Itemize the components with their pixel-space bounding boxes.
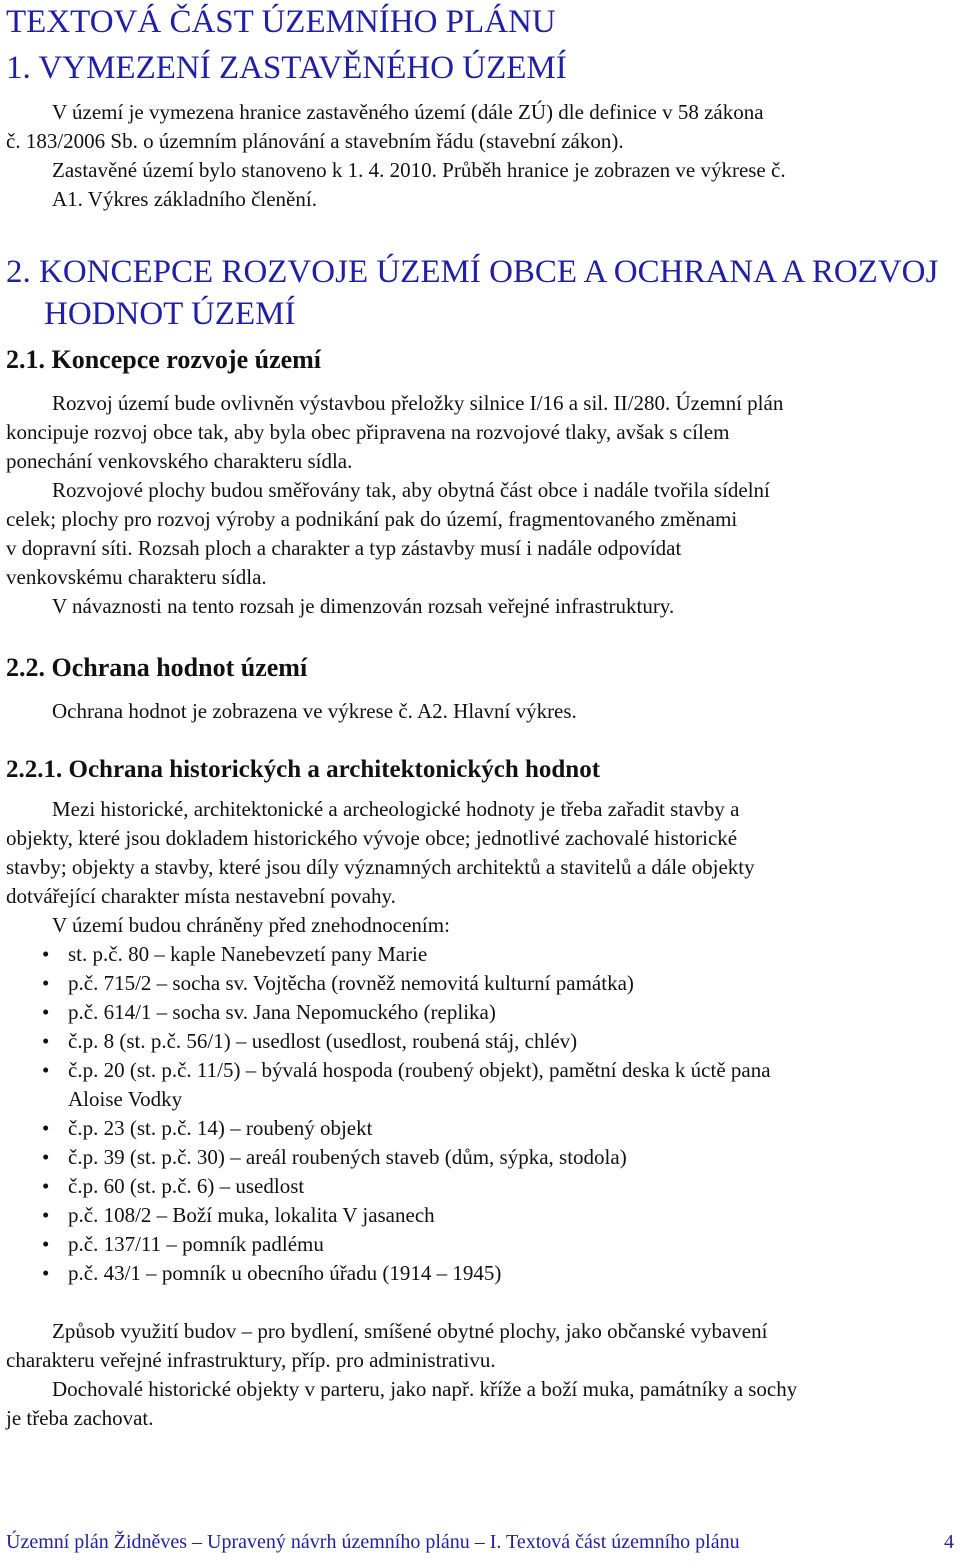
list-item-text: č.p. 8 (st. p.č. 56/1) – usedlost (usedlost, roubená stáj, chlév) — [68, 1029, 578, 1053]
subsection-2-2-1-body — [6, 795, 755, 940]
text-line: je třeba zachovat. — [6, 1406, 154, 1430]
bullet-icon: • — [42, 1232, 50, 1256]
text-line: V území budou chráněny před znehodnocením: — [52, 913, 450, 937]
subsection-2-1-body — [6, 389, 783, 621]
footer-text: Územní plán Židněves – Upravený návrh územního plánu – I. Textová část územního plánu — [6, 1531, 740, 1553]
section-2-heading — [6, 252, 938, 292]
list-item-text: p.č. 614/1 – socha sv. Jana Nepomuckého (replika) — [68, 1000, 496, 1024]
section-1-heading — [6, 48, 567, 88]
bullet-icon: • — [42, 1203, 50, 1227]
bullet-icon: • — [42, 1261, 50, 1285]
bullet-icon: • — [42, 1145, 50, 1169]
list-item — [6, 1230, 771, 1259]
text-line: stavby; objekty a stavby, které jsou díly významných architektů a stavitelů a dále objekty — [6, 855, 755, 879]
text-line: celek; plochy pro rozvoj výroby a podnikání pak do území, fragmentovaného změnami — [6, 507, 738, 531]
list-item — [6, 1172, 771, 1201]
section-2-title-line1: KONCEPCE ROZVOJE ÚZEMÍ OBCE A OCHRANA A ROZVOJ — [39, 254, 939, 290]
text-line: venkovskému charakteru sídla. — [6, 565, 267, 589]
list-item — [6, 969, 771, 998]
page-footer — [6, 1528, 954, 1556]
text-line: v dopravní síti. Rozsah ploch a charakter a typ zástavby musí i nadále odpovídat — [6, 536, 682, 560]
list-item-text: č.p. 60 (st. p.č. 6) – usedlost — [68, 1174, 305, 1198]
list-item-text: st. p.č. 80 – kaple Nanebevzetí pany Marie — [68, 942, 428, 966]
text-line: Rozvojové plochy budou směřovány tak, aby obytná část obce i nadále tvořila sídelní — [52, 478, 770, 502]
list-item — [6, 1114, 771, 1143]
section-1-paragraph — [6, 98, 786, 214]
subsection-2-2-heading: 2.2. Ochrana hodnot území — [6, 653, 308, 682]
text-line: Dochovalé historické objekty v parteru, jako např. kříže a boží muka, památníky a sochy — [52, 1377, 798, 1401]
subsection-2-1-heading: 2.1. Koncepce rozvoje území — [6, 345, 322, 374]
text-line: koncipuje rozvoj obce tak, aby byla obec připravena na rozvojové tlaky, avšak s cílem — [6, 420, 730, 444]
text-line: objekty, které jsou dokladem historického vývoje obce; jednotlivé zachovalé historické — [6, 826, 738, 850]
list-item — [6, 1201, 771, 1230]
text-line: Rozvoj území bude ovlivněn výstavbou přeložky silnice I/16 a sil. II/280. Územní plán — [52, 391, 784, 415]
list-item-text: č.p. 39 (st. p.č. 30) – areál roubených staveb (dům, sýpka, stodola) — [68, 1145, 627, 1169]
text-line: Mezi historické, architektonické a archeologické hodnoty je třeba zařadit stavby a — [52, 797, 740, 821]
list-item — [6, 1259, 771, 1288]
section-2-heading-continued — [44, 294, 295, 334]
list-item — [6, 998, 771, 1027]
document-title — [6, 2, 556, 42]
list-item — [6, 1027, 771, 1056]
list-item-text: Aloise Vodky — [68, 1087, 183, 1111]
closing-paragraph — [6, 1317, 797, 1433]
section-2-number: 2. — [6, 254, 31, 290]
page-number: 4 — [944, 1531, 954, 1553]
list-item-text: p.č. 715/2 – socha sv. Vojtěcha (rovněž nemovitá kulturní památka) — [68, 971, 634, 995]
list-item-text: č.p. 20 (st. p.č. 11/5) – bývalá hospoda (roubený objekt), pamětní deska k úctě pana — [68, 1058, 771, 1082]
list-item — [6, 1056, 771, 1085]
text-line: č. 183/2006 Sb. o územním plánování a stavebním řádu (stavební zákon). — [6, 129, 624, 153]
subsection-2-2-1-heading: 2.2.1. Ochrana historických a architektonických hodnot — [6, 756, 601, 783]
text-line: charakteru veřejné infrastruktury, příp. pro administrativu. — [6, 1348, 496, 1372]
list-item-text: č.p. 23 (st. p.č. 14) – roubený objekt — [68, 1116, 373, 1140]
list-item-text: p.č. 43/1 – pomník u obecního úřadu (1914 – 1945) — [68, 1261, 502, 1285]
section-2-title-line2: HODNOT ÚZEMÍ — [44, 296, 296, 332]
list-item — [6, 940, 771, 969]
bullet-icon: • — [42, 1029, 50, 1053]
protected-objects-list — [6, 940, 771, 1288]
section-1-number: 1. — [6, 50, 31, 86]
bullet-icon: • — [42, 1116, 50, 1140]
text-line: A1. Výkres základního členění. — [52, 187, 317, 211]
section-1-title: VYMEZENÍ ZASTAVĚNÉHO ÚZEMÍ — [38, 50, 567, 86]
bullet-icon: • — [42, 1058, 50, 1082]
text-line: dotvářející charakter místa nestavební povahy. — [6, 884, 396, 908]
list-item-text: p.č. 137/11 – pomník padlému — [68, 1232, 324, 1256]
bullet-icon: • — [42, 1174, 50, 1198]
bullet-icon: • — [42, 1000, 50, 1024]
list-item-text: p.č. 108/2 – Boží muka, lokalita V jasanech — [68, 1203, 435, 1227]
list-item — [6, 1143, 771, 1172]
text-line: Způsob využití budov – pro bydlení, smíšené obytné plochy, jako občanské vybavení — [52, 1319, 768, 1343]
list-item-continuation — [6, 1085, 771, 1114]
text-line: V území je vymezena hranice zastavěného území (dále ZÚ) dle definice v 58 zákona — [52, 100, 764, 124]
text-line: ponechání venkovského charakteru sídla. — [6, 449, 353, 473]
bullet-icon: • — [42, 942, 50, 966]
subsection-2-2-text: Ochrana hodnot je zobrazena ve výkrese č. A2. Hlavní výkres. — [52, 699, 577, 723]
bullet-icon: • — [42, 971, 50, 995]
text-line: V návaznosti na tento rozsah je dimenzován rozsah veřejné infrastruktury. — [52, 594, 675, 618]
document-title-text: TEXTOVÁ ČÁST ÚZEMNÍHO PLÁNU — [6, 4, 556, 40]
text-line: Zastavěné území bylo stanoveno k 1. 4. 2010. Průběh hranice je zobrazen ve výkrese č. — [52, 158, 786, 182]
